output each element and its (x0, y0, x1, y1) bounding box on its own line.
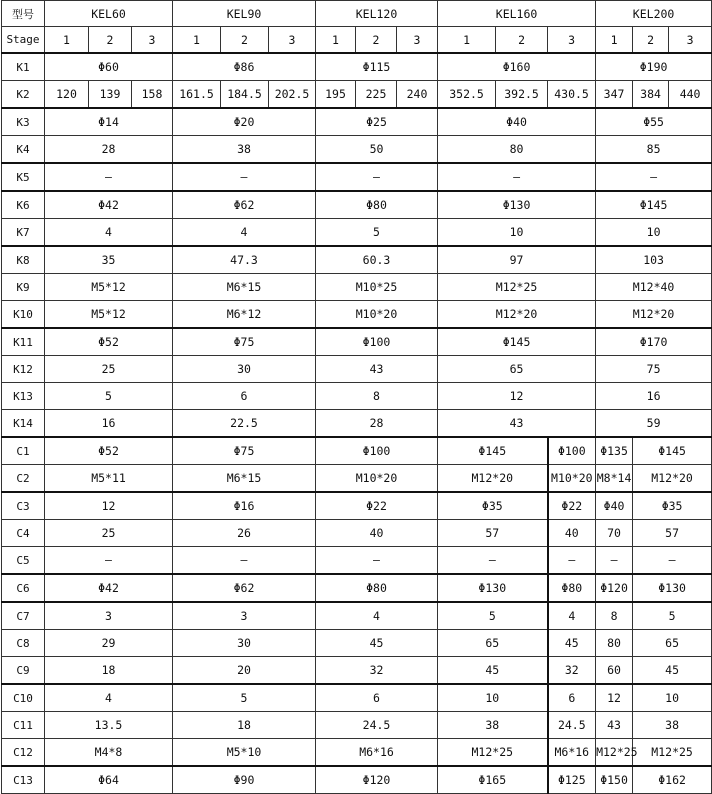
table-cell: Φ62 (173, 574, 316, 602)
stage-header: 2 (89, 27, 132, 54)
table-cell: 4 (548, 602, 596, 630)
table-cell: 225 (356, 81, 397, 109)
table-row (2, 547, 712, 575)
row-label: C10 (2, 684, 45, 712)
model-header: KEL60 (45, 1, 173, 27)
table-cell: – (316, 547, 438, 575)
row-label: C11 (2, 712, 45, 739)
table-cell: 184.5 (221, 81, 269, 109)
table-cell: Φ80 (316, 574, 438, 602)
table-cell: M12*25 (633, 739, 712, 767)
table-cell: – (438, 163, 596, 191)
stage-header: 1 (438, 27, 496, 54)
table-cell: M10*20 (316, 301, 438, 329)
table-cell: 45 (548, 630, 596, 657)
table-cell: 3 (45, 602, 173, 630)
model-header: KEL160 (438, 1, 596, 27)
table-cell: Φ100 (548, 437, 596, 465)
table-row (2, 410, 712, 438)
table-cell: 161.5 (173, 81, 221, 109)
table-cell: M12*25 (438, 739, 548, 767)
table-cell: 80 (596, 630, 633, 657)
stage-header: 3 (269, 27, 316, 54)
table-row (2, 739, 712, 767)
table-row (2, 602, 712, 630)
table-cell: – (45, 547, 173, 575)
table-row (2, 163, 712, 191)
table-cell: M6*16 (548, 739, 596, 767)
table-cell: 70 (596, 520, 633, 547)
table-cell: 195 (316, 81, 356, 109)
table-cell: 32 (316, 657, 438, 685)
table-cell: Φ130 (633, 574, 712, 602)
table-row (2, 437, 712, 465)
table-cell: M6*15 (173, 274, 316, 301)
table-cell: Φ100 (316, 328, 438, 356)
table-cell: M5*10 (173, 739, 316, 767)
table-cell: 59 (596, 410, 712, 438)
table-cell: Φ120 (316, 766, 438, 794)
table-row (2, 657, 712, 685)
row-label: K10 (2, 301, 45, 329)
table-cell: 65 (438, 630, 548, 657)
stage-header: 1 (316, 27, 356, 54)
table-cell: M6*15 (173, 465, 316, 493)
table-cell: 10 (438, 684, 548, 712)
table-cell: Φ90 (173, 766, 316, 794)
row-label: C13 (2, 766, 45, 794)
table-row (2, 383, 712, 410)
table-cell: M5*12 (45, 274, 173, 301)
table-cell: M8*14 (596, 465, 633, 493)
table-cell: 347 (596, 81, 633, 109)
table-row (2, 356, 712, 383)
row-label: K6 (2, 191, 45, 219)
stage-header: 1 (173, 27, 221, 54)
table-cell: 43 (438, 410, 596, 438)
table-cell: 38 (438, 712, 548, 739)
table-cell: M12*20 (633, 465, 712, 493)
table-cell: Φ64 (45, 766, 173, 794)
table-cell: Φ115 (316, 53, 438, 81)
table-cell: Φ42 (45, 191, 173, 219)
table-cell: Φ14 (45, 108, 173, 136)
row-label: C5 (2, 547, 45, 575)
table-cell: M5*12 (45, 301, 173, 329)
table-cell: 24.5 (316, 712, 438, 739)
table-cell: Φ145 (438, 437, 548, 465)
table-cell: 40 (548, 520, 596, 547)
table-cell: 240 (397, 81, 438, 109)
stage-header: 1 (596, 27, 633, 54)
table-cell: 16 (45, 410, 173, 438)
table-cell: Φ130 (438, 574, 548, 602)
table-row (2, 274, 712, 301)
table-cell: 4 (45, 219, 173, 247)
table-cell: M12*25 (596, 739, 633, 767)
table-cell: 25 (45, 356, 173, 383)
stage-header: 3 (132, 27, 173, 54)
table-cell: – (173, 163, 316, 191)
table-cell: 28 (45, 136, 173, 164)
row-label: K3 (2, 108, 45, 136)
table-cell: 13.5 (45, 712, 173, 739)
header-row-stages (2, 27, 712, 54)
table-cell: 103 (596, 246, 712, 274)
table-row (2, 520, 712, 547)
table-cell: 45 (438, 657, 548, 685)
table-cell: 32 (548, 657, 596, 685)
table-cell: 5 (316, 219, 438, 247)
table-cell: – (596, 163, 712, 191)
model-header: KEL200 (596, 1, 712, 27)
table-cell: M10*25 (316, 274, 438, 301)
table-cell: 5 (173, 684, 316, 712)
table-cell: 35 (45, 246, 173, 274)
table-row (2, 465, 712, 493)
table-cell: 8 (316, 383, 438, 410)
table-cell: Φ100 (316, 437, 438, 465)
table-cell: 202.5 (269, 81, 316, 109)
table-row (2, 191, 712, 219)
table-cell: 25 (45, 520, 173, 547)
table-cell: 57 (438, 520, 548, 547)
table-row (2, 684, 712, 712)
row-label: K2 (2, 81, 45, 109)
table-cell: Φ150 (596, 766, 633, 794)
table-cell: Φ60 (45, 53, 173, 81)
table-cell: Φ22 (548, 492, 596, 520)
model-header: KEL120 (316, 1, 438, 27)
table-cell: 139 (89, 81, 132, 109)
table-cell: M6*12 (173, 301, 316, 329)
table-cell: Φ80 (316, 191, 438, 219)
table-cell: 20 (173, 657, 316, 685)
table-cell: – (633, 547, 712, 575)
row-label: C8 (2, 630, 45, 657)
table-cell: Φ135 (596, 437, 633, 465)
table-cell: 43 (596, 712, 633, 739)
table-cell: 65 (633, 630, 712, 657)
table-cell: Φ42 (45, 574, 173, 602)
table-cell: Φ160 (438, 53, 596, 81)
row-label: K11 (2, 328, 45, 356)
table-cell: Φ86 (173, 53, 316, 81)
table-row (2, 328, 712, 356)
table-row (2, 53, 712, 81)
table-row (2, 574, 712, 602)
table-cell: 40 (316, 520, 438, 547)
row-label: K12 (2, 356, 45, 383)
table-cell: 6 (316, 684, 438, 712)
table-cell: Φ125 (548, 766, 596, 794)
row-label: C9 (2, 657, 45, 685)
spec-table (1, 0, 712, 794)
table-cell: Φ170 (596, 328, 712, 356)
table-cell: M12*40 (596, 274, 712, 301)
row-label: C1 (2, 437, 45, 465)
table-cell: 10 (596, 219, 712, 247)
table-cell: 4 (45, 684, 173, 712)
row-label: K7 (2, 219, 45, 247)
row-label: C12 (2, 739, 45, 767)
table-cell: 24.5 (548, 712, 596, 739)
table-cell: Φ22 (316, 492, 438, 520)
table-cell: 45 (633, 657, 712, 685)
table-cell: 80 (438, 136, 596, 164)
table-cell: Φ52 (45, 328, 173, 356)
table-cell: Φ190 (596, 53, 712, 81)
table-cell: 6 (173, 383, 316, 410)
row-label: K13 (2, 383, 45, 410)
table-cell: 384 (633, 81, 669, 109)
table-cell: Φ120 (596, 574, 633, 602)
table-row (2, 712, 712, 739)
table-cell: M12*25 (438, 274, 596, 301)
row-label: C2 (2, 465, 45, 493)
table-cell: 75 (596, 356, 712, 383)
table-cell: M12*20 (596, 301, 712, 329)
row-label: K8 (2, 246, 45, 274)
table-cell: – (316, 163, 438, 191)
table-cell: 29 (45, 630, 173, 657)
table-cell: M10*20 (316, 465, 438, 493)
corner-label: 型号 (2, 1, 45, 27)
table-cell: 430.5 (548, 81, 596, 109)
table-cell: Φ35 (633, 492, 712, 520)
table-cell: 60 (596, 657, 633, 685)
table-cell: – (596, 547, 633, 575)
table-cell: 47.3 (173, 246, 316, 274)
table-cell: 352.5 (438, 81, 496, 109)
stage-header: 3 (548, 27, 596, 54)
table-cell: – (548, 547, 596, 575)
table-cell: 26 (173, 520, 316, 547)
stage-header: 2 (221, 27, 269, 54)
table-cell: 85 (596, 136, 712, 164)
table-cell: Φ145 (596, 191, 712, 219)
table-cell: 4 (316, 602, 438, 630)
table-cell: – (45, 163, 173, 191)
table-cell: 6 (548, 684, 596, 712)
stage-header: 2 (356, 27, 397, 54)
table-cell: 392.5 (496, 81, 548, 109)
stage-header: 3 (669, 27, 712, 54)
table-cell: Φ52 (45, 437, 173, 465)
table-cell: Φ162 (633, 766, 712, 794)
table-cell: 5 (633, 602, 712, 630)
table-cell: M12*20 (438, 465, 548, 493)
table-row (2, 301, 712, 329)
row-label: K4 (2, 136, 45, 164)
table-cell: 45 (316, 630, 438, 657)
table-cell: 22.5 (173, 410, 316, 438)
row-label: K14 (2, 410, 45, 438)
table-row (2, 630, 712, 657)
table-cell: 50 (316, 136, 438, 164)
table-cell: Φ75 (173, 328, 316, 356)
stage-header: 2 (496, 27, 548, 54)
table-cell: 16 (596, 383, 712, 410)
header-row-models (2, 1, 712, 27)
table-cell: 60.3 (316, 246, 438, 274)
table-cell: M10*20 (548, 465, 596, 493)
table-cell: 38 (633, 712, 712, 739)
table-row (2, 492, 712, 520)
table-cell: 10 (438, 219, 596, 247)
table-cell: Φ35 (438, 492, 548, 520)
row-label: K9 (2, 274, 45, 301)
row-label: C4 (2, 520, 45, 547)
table-row (2, 136, 712, 164)
table-cell: – (173, 547, 316, 575)
table-cell: 30 (173, 630, 316, 657)
table-cell: M4*8 (45, 739, 173, 767)
table-cell: – (438, 547, 548, 575)
row-label: K5 (2, 163, 45, 191)
table-cell: Φ25 (316, 108, 438, 136)
table-cell: Φ62 (173, 191, 316, 219)
table-cell: Φ145 (633, 437, 712, 465)
table-cell: Φ40 (596, 492, 633, 520)
table-row (2, 219, 712, 247)
table-cell: 38 (173, 136, 316, 164)
model-header: KEL90 (173, 1, 316, 27)
table-row (2, 766, 712, 794)
table-cell: 10 (633, 684, 712, 712)
stage-header: 2 (633, 27, 669, 54)
table-cell: 12 (596, 684, 633, 712)
table-cell: Φ75 (173, 437, 316, 465)
table-cell: Φ20 (173, 108, 316, 136)
table-cell: 4 (173, 219, 316, 247)
table-cell: 57 (633, 520, 712, 547)
stage-header: 3 (397, 27, 438, 54)
table-cell: M6*16 (316, 739, 438, 767)
stage-header: 1 (45, 27, 89, 54)
table-cell: 28 (316, 410, 438, 438)
table-row (2, 81, 712, 109)
table-cell: Φ16 (173, 492, 316, 520)
table-cell: 65 (438, 356, 596, 383)
table-cell: 12 (45, 492, 173, 520)
stage-label: Stage (2, 27, 45, 54)
table-cell: M12*20 (438, 301, 596, 329)
table-cell: Φ55 (596, 108, 712, 136)
table-cell: 12 (438, 383, 596, 410)
table-cell: 18 (45, 657, 173, 685)
table-cell: 30 (173, 356, 316, 383)
table-row (2, 108, 712, 136)
table-row (2, 246, 712, 274)
table-cell: 3 (173, 602, 316, 630)
table-cell: 97 (438, 246, 596, 274)
table-cell: Φ145 (438, 328, 596, 356)
row-label: K1 (2, 53, 45, 81)
table-cell: Φ165 (438, 766, 548, 794)
table-cell: 18 (173, 712, 316, 739)
table-cell: Φ130 (438, 191, 596, 219)
table-cell: 5 (45, 383, 173, 410)
row-label: C7 (2, 602, 45, 630)
table-cell: M5*11 (45, 465, 173, 493)
table-cell: Φ80 (548, 574, 596, 602)
table-cell: Φ40 (438, 108, 596, 136)
table-cell: 158 (132, 81, 173, 109)
table-cell: 440 (669, 81, 712, 109)
table-cell: 8 (596, 602, 633, 630)
table-cell: 43 (316, 356, 438, 383)
row-label: C6 (2, 574, 45, 602)
row-label: C3 (2, 492, 45, 520)
table-cell: 5 (438, 602, 548, 630)
table-cell: 120 (45, 81, 89, 109)
